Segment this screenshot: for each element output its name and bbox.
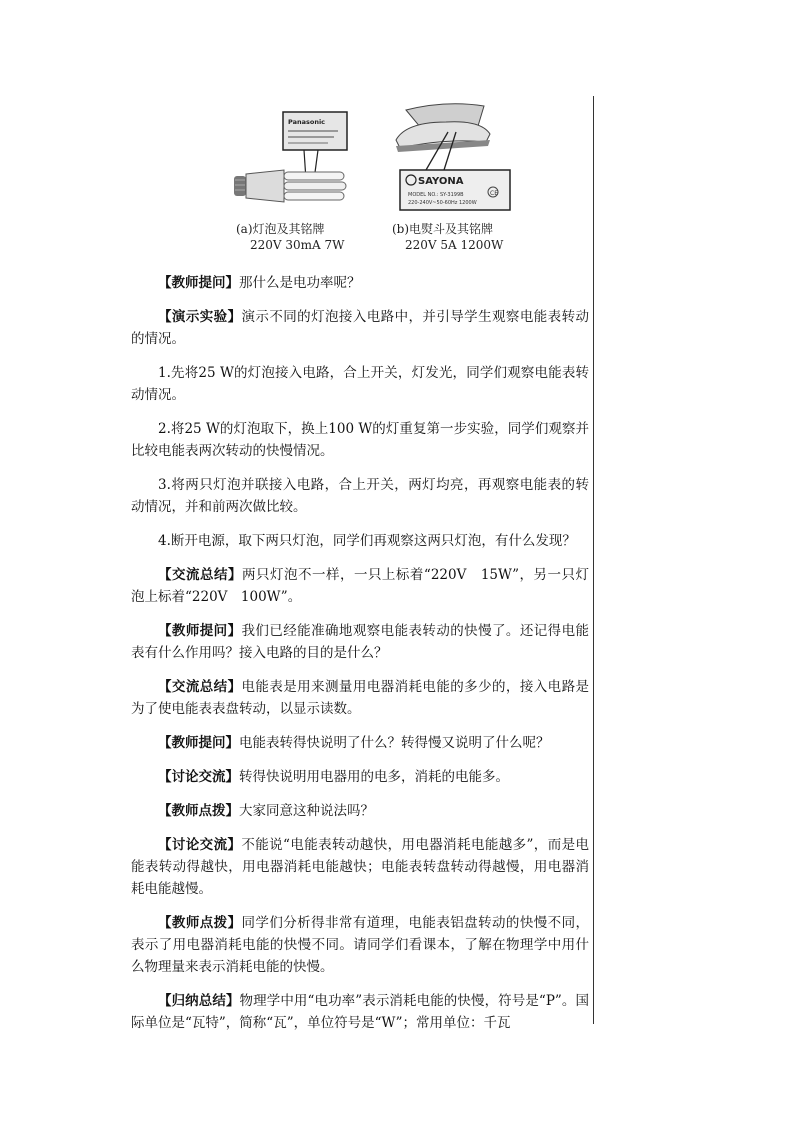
paragraph-tag: 【交流总结】 bbox=[158, 567, 242, 583]
paragraph-tag: 【交流总结】 bbox=[158, 679, 242, 695]
paragraph-8 bbox=[131, 620, 589, 664]
paragraph-11 bbox=[131, 766, 589, 788]
paragraph-14 bbox=[131, 912, 589, 978]
paragraph-text: 物理学中用“电功率”表示消耗电能的快慢，符号是“P”。国际单位是“瓦特”，简称“瓦”，单位符号是“W”；常用单位：千瓦 bbox=[131, 993, 589, 1031]
figure-b-rating: 220V 5A 1200W bbox=[405, 238, 504, 252]
paragraph-text: 同学们分析得非常有道理，电能表铝盘转动的快慢不同，表示了用电器消耗电能的快慢不同。请同学们看课本，了解在物理学中用什么物理量来表示消耗电能的快慢。 bbox=[131, 915, 589, 975]
iron-brand-text: SAYONA bbox=[418, 176, 464, 187]
paragraph-text: 两只灯泡不一样，一只上标着“220V 15W”，另一只灯泡上标着“220V 100W”。 bbox=[131, 567, 590, 605]
svg-text:CE: CE bbox=[490, 190, 498, 197]
bulb-screw-base bbox=[234, 176, 246, 196]
paragraph-text: 那什么是电功率呢？ bbox=[239, 275, 361, 291]
paragraph-tag: 【教师点拨】 bbox=[158, 803, 239, 819]
paragraph-tag: 【演示实验】 bbox=[158, 309, 242, 325]
figure-b-caption: (b)电熨斗及其铭牌 bbox=[392, 222, 494, 236]
paragraph-15 bbox=[131, 990, 589, 1034]
page-margin-rule bbox=[593, 96, 594, 1024]
paragraph-12 bbox=[131, 800, 589, 822]
paragraph-tag: 【讨论交流】 bbox=[158, 769, 239, 785]
paragraph-tag: 【教师点拨】 bbox=[158, 915, 242, 931]
figure-a-rating: 220V 30mA 7W bbox=[250, 238, 345, 252]
step-4 bbox=[131, 530, 589, 552]
paragraph-2 bbox=[131, 306, 589, 350]
paragraph-text: 3.将两只灯泡并联接入电路，合上开关，两灯均亮，再观察电能表的转动情况，并和前两次做比较。 bbox=[131, 477, 589, 515]
iron-model-text: MODEL NO.: SY-3199B bbox=[408, 192, 464, 198]
paragraph-tag: 【归纳总结】 bbox=[158, 993, 240, 1009]
paragraph-tag: 【讨论交流】 bbox=[158, 837, 242, 853]
figure-a-caption: (a)灯泡及其铭牌 bbox=[236, 222, 325, 236]
paragraph-text: 我们已经能准确地观察电能表转动的快慢了。还记得电能表有什么作用吗？接入电路的目的是什么？ bbox=[131, 623, 589, 661]
paragraph-text: 电能表是用来测量用电器消耗电能的多少的，接入电路是为了使电能表表盘转动，以显示读数。 bbox=[131, 679, 589, 717]
paragraph-9 bbox=[131, 676, 589, 720]
paragraph-text: 演示不同的灯泡接入电路中，并引导学生观察电能表转动的情况。 bbox=[131, 309, 589, 347]
paragraph-tag: 【教师提问】 bbox=[158, 735, 239, 751]
paragraph-tag: 【教师提问】 bbox=[158, 623, 242, 639]
figure-area bbox=[226, 100, 526, 260]
lesson-content bbox=[131, 272, 589, 1046]
step-1 bbox=[131, 362, 589, 406]
paragraph-text: 4.断开电源，取下两只灯泡，同学们再观察这两只灯泡，有什么发现？ bbox=[158, 533, 576, 549]
paragraph-7 bbox=[131, 564, 589, 608]
paragraph-tag: 【教师提问】 bbox=[158, 275, 239, 291]
paragraph-text: 转得快说明用电器用的电多，消耗的电能多。 bbox=[239, 769, 509, 785]
paragraph-text: 大家同意这种说法吗？ bbox=[239, 803, 374, 819]
paragraph-text: 不能说“电能表转动越快，用电器消耗电能越多”，而是电能表转动得越快，用电器消耗电能越快；电能表转盘转动得越慢，用电器消耗电能越慢。 bbox=[131, 837, 589, 897]
paragraph-text: 2.将25 W的灯泡取下，换上100 W的灯重复第一步实验，同学们观察并比较电能表两次转动的快慢情况。 bbox=[131, 421, 589, 459]
paragraph-1 bbox=[131, 272, 589, 294]
step-3 bbox=[131, 474, 589, 518]
iron-spec-text: 220-240V~50-60Hz 1200W bbox=[408, 200, 477, 206]
paragraph-text: 1.先将25 W的灯泡接入电路，合上开关，灯发光，同学们观察电能表转动情况。 bbox=[131, 365, 589, 403]
step-2 bbox=[131, 418, 589, 462]
bulb-housing bbox=[246, 170, 284, 202]
bulb-brand-text: Panasonic bbox=[288, 118, 326, 126]
paragraph-10 bbox=[131, 732, 589, 754]
paragraph-text: 电能表转得快说明了什么？转得慢又说明了什么呢？ bbox=[239, 735, 550, 751]
paragraph-13 bbox=[131, 834, 589, 900]
